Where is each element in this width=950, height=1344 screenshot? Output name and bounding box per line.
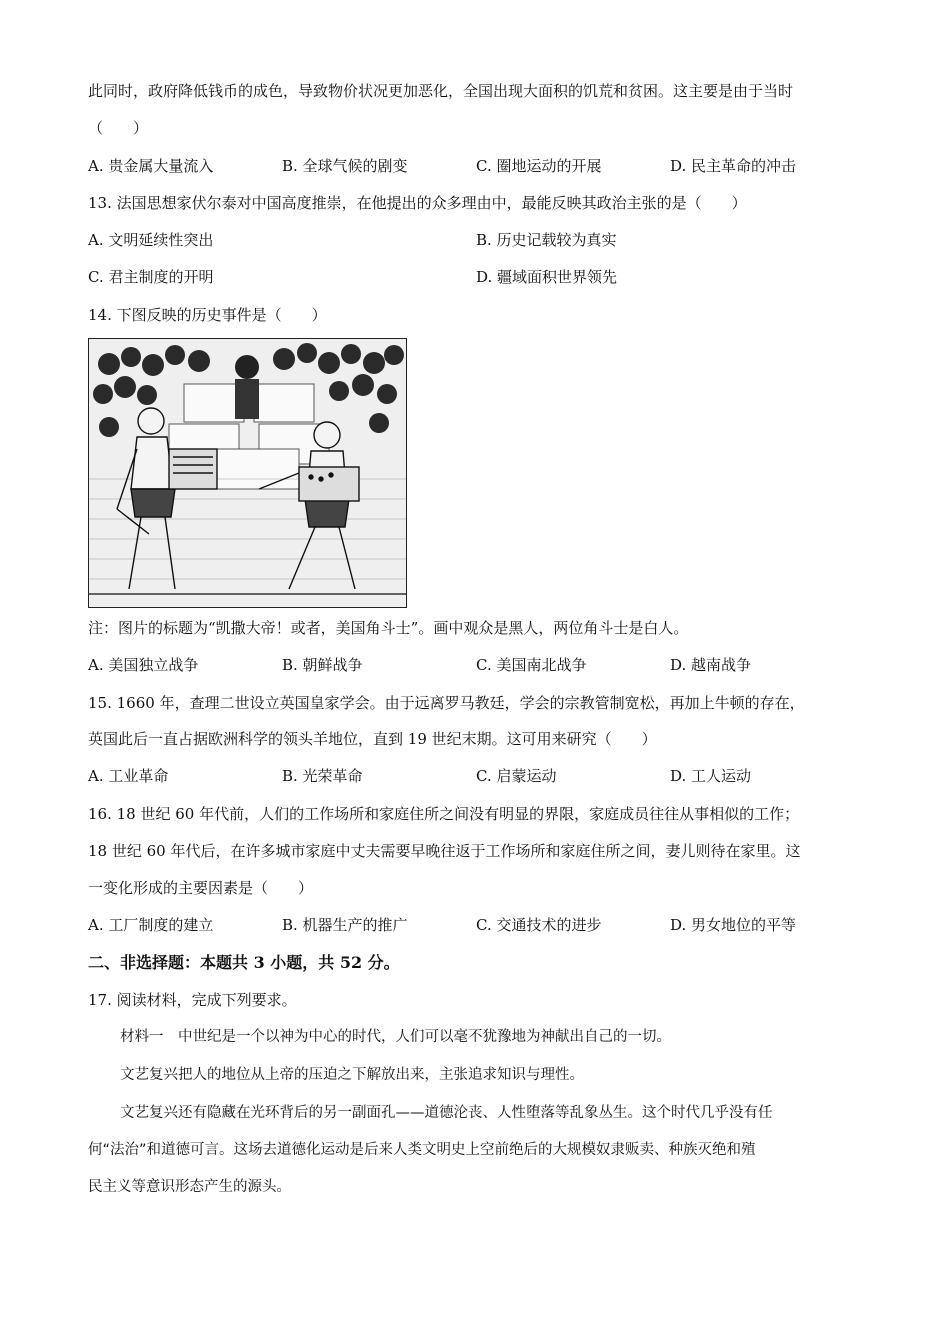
q13-option-d[interactable]: D. 疆域面积世界领先 — [476, 268, 618, 286]
q12-option-a[interactable]: A. 贵金属大量流入 — [88, 157, 214, 175]
q12-option-d[interactable]: D. 民主革命的冲击 — [670, 157, 797, 175]
q14-option-c[interactable]: C. 美国南北战争 — [476, 656, 587, 674]
q14-option-a[interactable]: A. 美国独立战争 — [88, 656, 199, 674]
q15-option-b[interactable]: B. 光荣革命 — [282, 767, 363, 785]
q14-stem: 14. 下图反映的历史事件是（ ） — [88, 306, 327, 324]
q15-stem-line1: 15. 1660 年，查理二世设立英国皇家学会。由于远离罗马教廷，学会的宗教管制宽松，再加上牛顿的存在， — [88, 694, 805, 712]
q16-option-a[interactable]: A. 工厂制度的建立 — [88, 916, 214, 934]
q15-option-a[interactable]: A. 工业革命 — [88, 767, 169, 785]
q12-option-b[interactable]: B. 全球气候的剧变 — [282, 157, 408, 175]
q17-material1-line2: 文艺复兴把人的地位从上帝的压迫之下解放出来，主张追求知识与理性。 — [120, 1067, 584, 1083]
q12-option-c[interactable]: C. 圈地运动的开展 — [476, 157, 602, 175]
q16-stem-line1: 16. 18 世纪 60 年代前，人们的工作场所和家庭住所之间没有明显的界限，家庭成员往往从事相似的工作； — [88, 805, 800, 823]
q14-option-b[interactable]: B. 朝鲜战争 — [282, 656, 363, 674]
q15-option-c[interactable]: C. 启蒙运动 — [476, 767, 557, 785]
q14-note: 注：图片的标题为“凯撒大帝！或者，美国角斗士”。画中观众是黑人，两位角斗士是白人。 — [88, 619, 689, 637]
q16-option-d[interactable]: D. 男女地位的平等 — [670, 916, 797, 934]
q17-material1-line4: 何“法治”和道德可言。这场去道德化运动是后来人类文明史上空前绝后的大规模奴隶贩卖、种族灭绝和殖 — [88, 1142, 756, 1158]
q13-option-c[interactable]: C. 君主制度的开明 — [88, 268, 214, 286]
q13-option-a[interactable]: A. 文明延续性突出 — [88, 231, 214, 249]
q16-option-b[interactable]: B. 机器生产的推广 — [282, 916, 408, 934]
q12-stem: 此同时，政府降低钱币的成色，导致物价状况更加恶化，全国出现大面积的饥荒和贫困。这主要是由于当时 — [88, 82, 794, 100]
q17-material1-line1: 材料一 中世纪是一个以神为中心的时代，人们可以毫不犹豫地为神献出自己的一切。 — [120, 1029, 671, 1045]
q16-stem-line2: 18 世纪 60 年代后，在许多城市家庭中丈夫需要早晚往返于工作场所和家庭住所之间，妻儿则待在家里。这 — [88, 842, 801, 860]
q16-stem-line3: 一变化形成的主要因素是（ ） — [88, 879, 314, 897]
q17-material1-line3: 文艺复兴还有隐藏在光环背后的另一副面孔——道德沦丧、人性堕落等乱象丛生。这个时代几乎没有任 — [120, 1105, 773, 1121]
q13-stem: 13. 法国思想家伏尔泰对中国高度推崇，在他提出的众多理由中，最能反映其政治主张的是（ ） — [88, 194, 747, 212]
section2-heading: 二、非选择题：本题共 3 小题，共 52 分。 — [88, 953, 400, 972]
q17-material1-line5: 民主义等意识形态产生的源头。 — [88, 1179, 291, 1195]
q16-option-c[interactable]: C. 交通技术的进步 — [476, 916, 602, 934]
q14-cartoon-illustration — [88, 338, 407, 608]
q12-answer-paren: （ ） — [88, 119, 149, 137]
gladiator-cartoon-image — [89, 339, 406, 607]
q14-option-d[interactable]: D. 越南战争 — [670, 656, 752, 674]
q15-stem-line2: 英国此后一直占据欧洲科学的领头羊地位，直到 19 世纪末期。这可用来研究（ ） — [88, 730, 657, 748]
q15-option-d[interactable]: D. 工人运动 — [670, 767, 752, 785]
q13-option-b[interactable]: B. 历史记载较为真实 — [476, 231, 617, 249]
q17-stem: 17. 阅读材料，完成下列要求。 — [88, 991, 297, 1009]
